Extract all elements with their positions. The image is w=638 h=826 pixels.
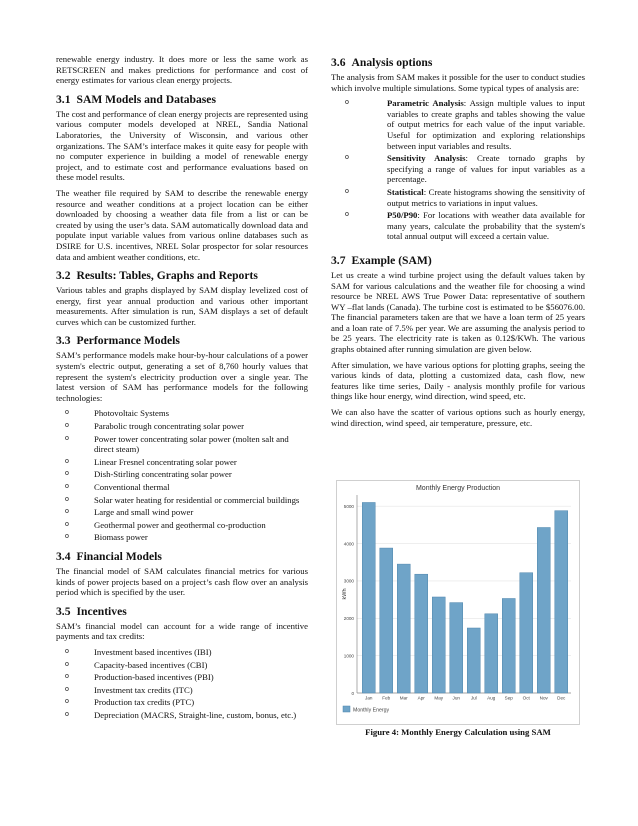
bar-jun <box>450 603 463 693</box>
list-item: o Dish-Stirling concentrating solar power <box>65 469 232 480</box>
section-3-6-heading: 3.6 Analysis options <box>331 56 433 69</box>
chart-title: Monthly Energy Production <box>415 485 501 492</box>
bar-jan <box>362 502 375 693</box>
section-3-3-paragraph: SAM’s performance models make hour-by-hour calculations of a power system's electric output, generating a set of 8,760 hourly values that represent the system's electricity production over a single year. The latest version of SAM has performance models for the following technologies: <box>56 350 308 403</box>
section-3-7-heading: 3.7 Example (SAM) <box>331 253 432 267</box>
section-3-2-heading: 3.2 Results: Tables, Graphs and Reports <box>56 269 258 283</box>
list-item: o Production tax credits (PTC) <box>65 697 195 708</box>
section-3-3-heading: 3.3 Performance Models <box>56 334 180 348</box>
chart-canvas <box>337 481 579 724</box>
section-3-1-paragraph-1: The cost and performance of clean energy projects are represented using various computer models developed at NREL, Sandia National Laboratories, the University of Wisconsin, and various other organizations. The SAM’s interface makes it quite easy for people with no computer experience in building a model of renewable energy project, and to estimate cost and performance evaluations based on these model results. <box>56 108 308 183</box>
x-tick-label: Jun <box>452 695 460 701</box>
section-3-2-paragraph: Various tables and graphs displayed by SAM display levelized cost of energy, first year annual production and various other important measurements. After simulation is run, SAM displays a set of default curves which can be customized further. <box>56 285 308 327</box>
list-item: o Power tower concentrating solar power (molten salt and direct steam) <box>65 433 289 455</box>
y-tick-label: 1000 <box>343 653 354 659</box>
monthly-energy-chart <box>336 480 580 725</box>
section-3-1-paragraph-2: The weather file required by SAM to describe the renewable energy resource and weather conditions at a project location can be either downloaded by choosing a weather data file from a list or can be created by using the user’s data. SAM automatically download data and populate input variable values from various online databases such as DSIRE for U.S. incentives, NREL Solar prospector for solar resources data and ambient weather conditions, etc. <box>56 187 308 262</box>
y-tick-label: 2000 <box>343 616 354 622</box>
legend-label: Monthly Energy <box>353 707 390 714</box>
x-tick-label: Apr <box>417 695 425 701</box>
bar-nov <box>537 528 550 693</box>
list-item: o Solar water heating for residential or commercial buildings <box>65 494 300 505</box>
bar-feb <box>380 548 393 693</box>
section-3-5-heading: 3.5 Incentives <box>56 604 127 618</box>
list-item: o Conventional thermal <box>65 482 170 492</box>
x-tick-label: Jul <box>470 695 477 701</box>
list-item: o P50/P90: For locations with weather data available for many years, calculate the probability that the system's total annual output will exceed a certain value. <box>345 210 585 242</box>
bar-may <box>432 597 445 693</box>
list-item: o Biomass power <box>65 532 148 543</box>
figure-caption: Figure 4: Monthly Energy Calculation using SAM <box>365 727 551 737</box>
list-item: o Depreciation (MACRS, Straight-line, custom, bonus, etc.) <box>65 709 297 720</box>
list-item: o Linear Fresnel concentrating solar power <box>65 456 237 467</box>
intro-paragraph: renewable energy industry. It does more or less the same work as RETSCREEN and makes predictions for performance and cost of energy estimates for various clean energy projects. <box>56 54 308 86</box>
list-item: o Parametric Analysis: Assign multiple values to input variables to create graphs and tables showing the value of output metrics for each value of the input variable. Useful for optimization and exploring relationships between input variables and results. <box>345 98 585 151</box>
x-tick-label: Mar <box>399 695 408 701</box>
list-item: o Geothermal power and geothermal co-production <box>65 519 266 530</box>
legend-swatch <box>343 706 350 712</box>
section-3-7-paragraph-1: Let us create a wind turbine project using the default values taken by SAM for various calculations and the weather file for choosing a wind resource be NREL AWS True Power Data: representative of southern WY –flat lands (Canada). The turbine cost is estimated to be $56076.00. The financial parameters taken are that we have a loan term of 25 years and a loan rate of 7.5% per year. We are assuming the analysis period to be 25 years. The electricity rate is taken as 0.12$/KWh. The various graphs obtained after running simulation are given below. <box>331 269 585 355</box>
bar-oct <box>520 573 533 693</box>
section-3-4-heading: 3.4 Financial Models <box>56 549 162 563</box>
x-tick-label: May <box>434 695 444 701</box>
analysis-options-list <box>331 98 585 242</box>
x-tick-label: Oct <box>522 695 530 701</box>
x-tick-label: Sep <box>504 695 513 701</box>
list-item: o Production-based incentives (PBI) <box>65 672 214 683</box>
section-3-5-paragraph: SAM’s financial model can account for a wide range of incentive payments and tax credits: <box>56 620 308 642</box>
list-item: o Sensitivity Analysis: Create tornado graphs by specifying a range of values for input variables as a percentage. <box>345 153 585 185</box>
section-3-1-heading: 3.1 SAM Models and Databases <box>56 92 216 106</box>
x-tick-label: Dec <box>557 695 566 701</box>
section-3-7-paragraph-2: After simulation, we have various options for plotting graphs, seeing the various kinds of data, plotting a customized data, cash flow, new features like time series, Daily - analysis monthly profile for various things like hour energy, wind direction, wind speed, etc. <box>331 359 585 402</box>
bar-mar <box>397 564 410 693</box>
section-3-7-paragraph-3: We can also have the scatter of various options such as hourly energy, wind direction, wind speed, air temperature, pressure, etc. <box>331 407 585 428</box>
bar-apr <box>415 574 428 693</box>
section-3-6-paragraph: The analysis from SAM makes it possible for the user to conduct studies which involve multiple simulations. Some typical types of analysis are: <box>331 72 585 93</box>
list-item: o Parabolic trough concentrating solar power <box>65 421 245 432</box>
technology-list <box>56 408 308 543</box>
x-tick-label: Nov <box>539 695 548 701</box>
bar-aug <box>485 614 498 693</box>
bar-jul <box>467 628 480 693</box>
x-tick-label: Jan <box>365 695 373 701</box>
list-item: o Capacity-based incentives (CBI) <box>65 659 208 670</box>
x-tick-label: Feb <box>382 695 391 701</box>
x-tick-label: Aug <box>487 695 496 701</box>
bar-dec <box>555 511 568 693</box>
list-item: o Photovoltaic Systems <box>65 408 170 419</box>
list-item: o Investment tax credits (ITC) <box>65 684 193 695</box>
list-item: o Investment based incentives (IBI) <box>65 646 212 657</box>
y-tick-label: 4000 <box>343 541 354 547</box>
list-item: o Statistical: Create histograms showing the sensitivity of output metrics to variations in input values. <box>345 186 585 208</box>
bar-sep <box>502 598 515 693</box>
section-3-4-paragraph: The financial model of SAM calculates financial metrics for various kinds of power projects based on a project’s cash flow over an analysis period which is specified by the user. <box>56 565 308 598</box>
left-column <box>56 54 308 725</box>
right-column <box>331 54 585 433</box>
list-item: o Large and small wind power <box>65 507 194 518</box>
incentive-list <box>56 647 308 721</box>
y-tick-label: 5000 <box>343 504 354 510</box>
y-tick-label: 0 <box>351 690 354 696</box>
y-axis-label: kWh <box>342 588 348 600</box>
y-tick-label: 3000 <box>343 578 354 584</box>
